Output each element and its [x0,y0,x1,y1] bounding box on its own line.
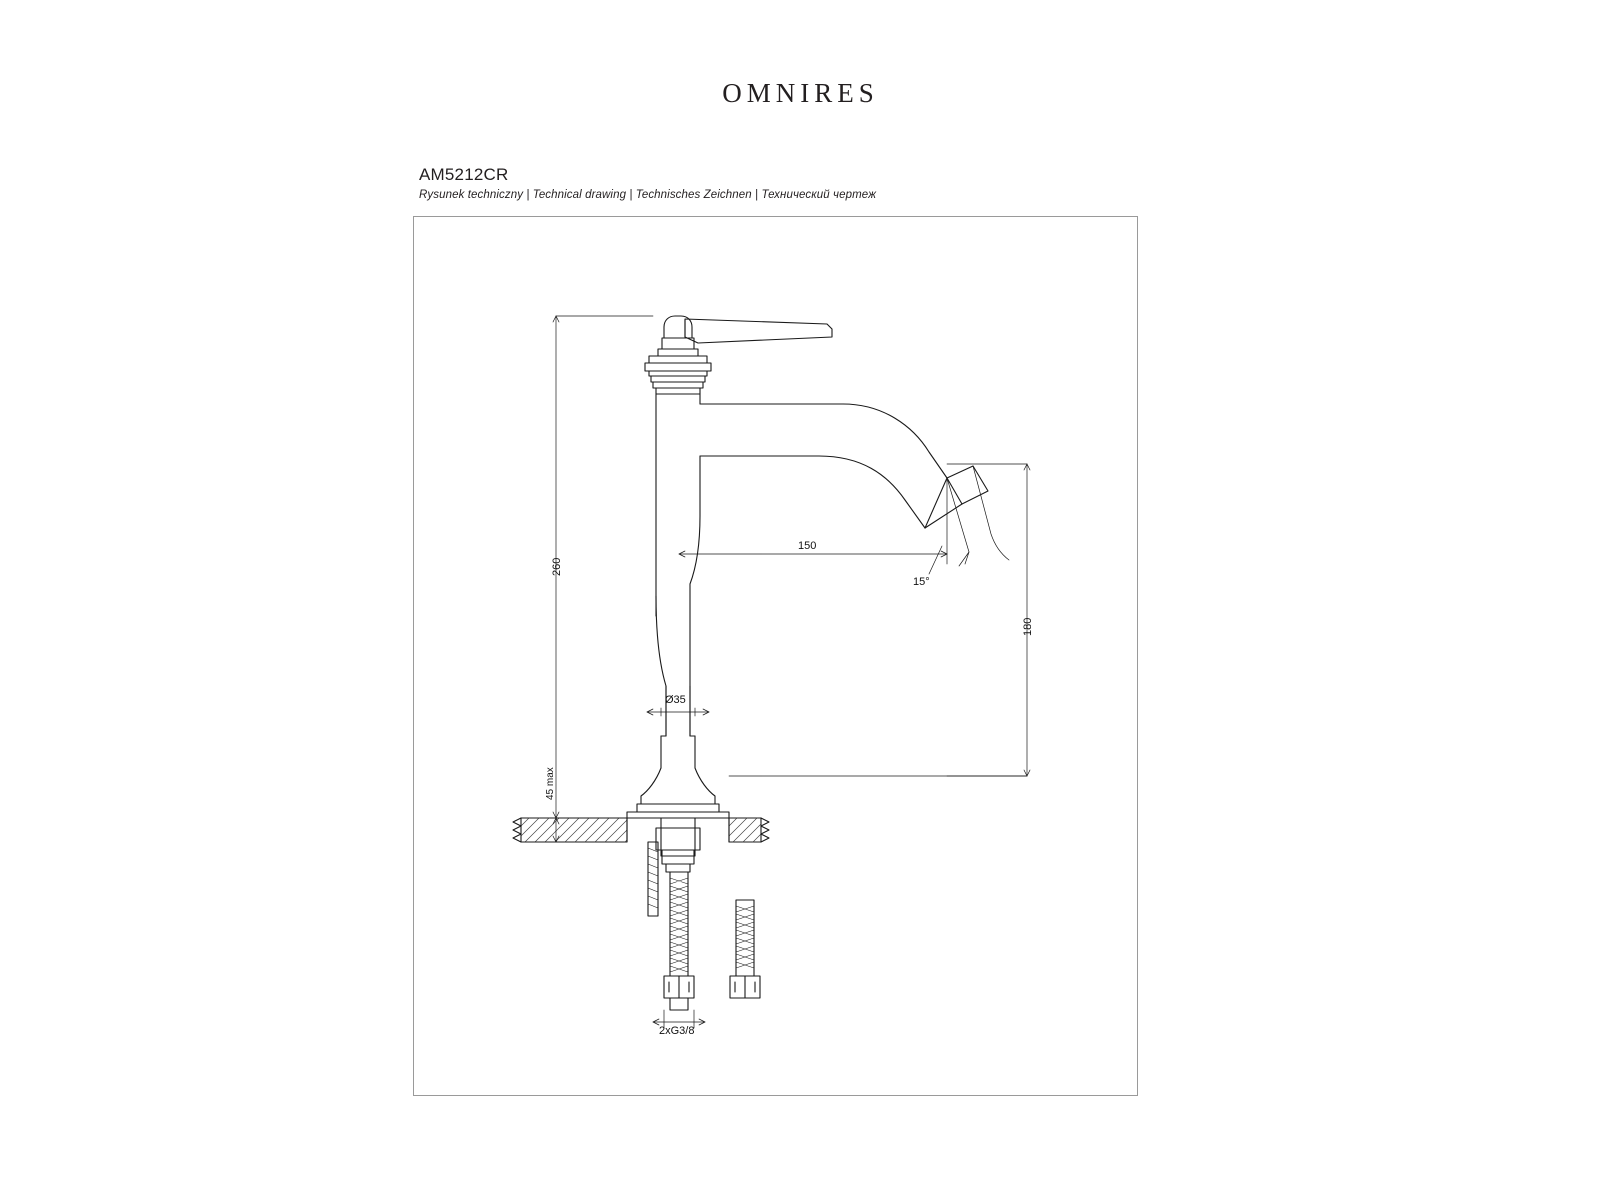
faucet-technical-drawing-svg [413,216,1138,1096]
technical-drawing-canvas [413,216,1138,1096]
countertop-section [513,818,769,842]
mounting-hardware [627,818,760,1010]
product-code: AM5212CR [419,165,509,184]
handle-collar [645,338,711,394]
dim-label-supply-connection: 2xG3/8 [659,1025,695,1037]
dim-label-aerator-angle: 15° [913,576,930,588]
dim-label-hole-diameter: Ø35 [665,694,686,706]
dim-label-total-height: 260 [551,557,563,576]
base-escutcheon [627,768,729,818]
dim-label-spout-height: 180 [1022,617,1034,636]
dimension-lines [521,316,1030,1028]
faucet-body-spout [656,394,988,736]
drawing-subtitle: Rysunek techniczny | Technical drawing | Technisches Zeichnen | Технический чертеж [419,189,877,201]
lever-handle [664,316,832,343]
dim-label-spout-reach: 150 [798,540,817,552]
dim-label-worktop-max: 45 max [545,767,556,800]
brand-logo: OMNIRES [722,78,879,108]
